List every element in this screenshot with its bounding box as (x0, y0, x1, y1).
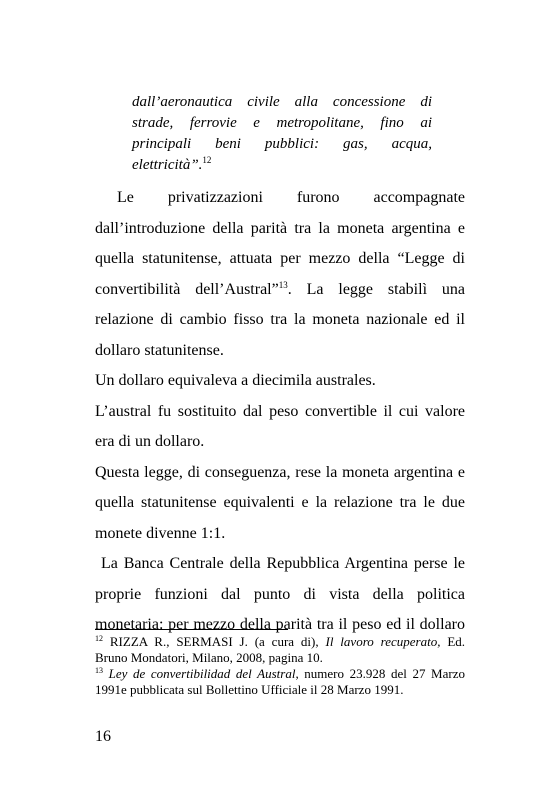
footnote-text: , numero 23.928 del 27 Marzo (295, 666, 465, 681)
body-line: quella statunitense equivalenti e la relazione tra le due (95, 494, 465, 511)
body-line-text: . La legge stabilì una (287, 280, 466, 298)
footnote-12-line (95, 634, 465, 650)
footnote-12-line: Bruno Mondatori, Milano, 2008, pagina 10. (95, 650, 323, 665)
footnote-separator (95, 629, 288, 630)
quote-line-text: elettricità”. (132, 157, 203, 173)
body-text (95, 183, 465, 641)
block-quote (132, 92, 432, 176)
footnote-13-line: 1991e pubblicata sul Bollettino Ufficiale il 28 Marzo 1991. (95, 682, 404, 697)
footnote-title: Il lavoro recuperato, (325, 634, 441, 649)
body-line: Un dollaro equivaleva a diecimila australes. (95, 372, 376, 389)
body-line: Le privatizzazioni furono accompagnate (117, 189, 465, 206)
body-line: La Banca Centrale della Repubblica Argentina perse le (101, 555, 465, 572)
body-line: proprie funzioni dal punto di vista della politica (95, 585, 465, 603)
quote-line: strade, ferrovie e metropolitane, fino ai (132, 115, 432, 131)
body-line: dall’introduzione della parità tra la moneta argentina e (95, 219, 465, 237)
body-line: monetaria: per mezzo della parità tra il peso ed il dollaro (95, 616, 465, 633)
body-line: relazione di cambio fisso tra la moneta nazionale ed il (95, 311, 465, 328)
footnote-text: Ed. (447, 634, 466, 649)
body-line: era di un dollaro. (95, 433, 205, 450)
body-line: Questa legge, di conseguenza, rese la moneta argentina e (95, 463, 465, 481)
body-line-text: convertibilità dell’Austral” (95, 280, 279, 298)
page-number: 16 (95, 728, 111, 745)
body-line-with-ref (95, 275, 465, 306)
footnote-number: 12 (95, 634, 103, 643)
footnote-number: 13 (95, 666, 103, 675)
footnote-ref-12[interactable]: 12 (202, 155, 212, 165)
body-line: quella statunitense, attuata per mezzo della “Legge di (95, 250, 465, 267)
footnote-text: RIZZA R., SERMASI J. (a cura di), (109, 634, 319, 649)
footnote-title: Ley de convertibilidad del Austral (108, 666, 296, 681)
footnote-ref-13[interactable]: 13 (278, 279, 288, 290)
footnotes (95, 634, 465, 698)
body-line: monete divenne 1:1. (95, 524, 226, 542)
footnote-13-line (95, 666, 465, 682)
body-line: L’austral fu sostituito dal peso convertible il cui valore (95, 402, 465, 420)
quote-line-last (132, 155, 432, 176)
body-line: dollaro statunitense. (95, 341, 224, 359)
quote-line: principali beni pubblici: gas, acqua, (132, 136, 432, 152)
quote-line: dall’aeronautica civile alla concessione di (132, 94, 432, 110)
